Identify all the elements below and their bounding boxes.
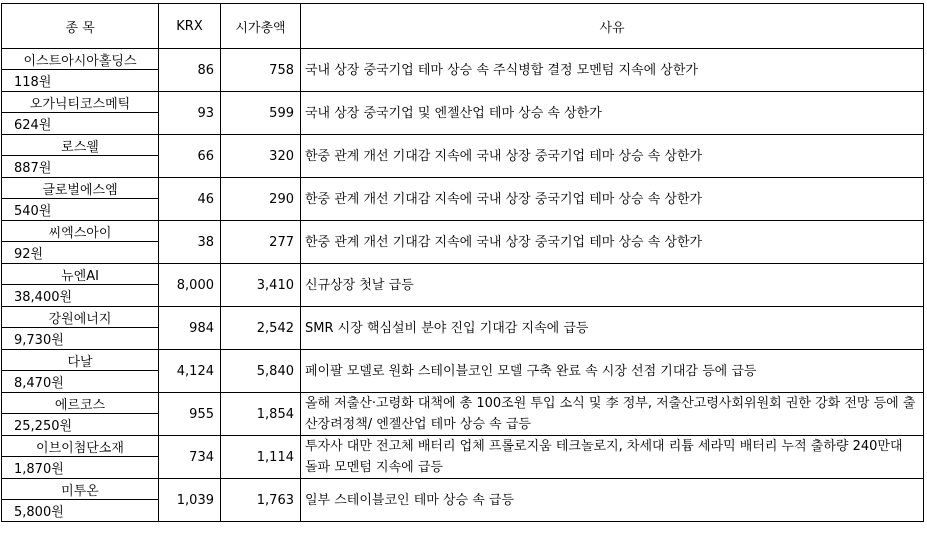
reason-text: 투자사 대만 전고체 배터리 업체 프롤로지움 테크놀로지, 차세대 리튬 세라믹 배터리 누적 출하량 240만대 돌파 모멘텀 지속에 급등 — [301, 436, 924, 479]
stock-name: 글로벌에스엠 — [2, 178, 159, 199]
market-cap-value: 290 — [221, 178, 301, 221]
table-row — [2, 178, 924, 199]
krx-value: 955 — [159, 393, 221, 436]
market-cap-value: 320 — [221, 135, 301, 178]
reason-text: 한중 관계 개선 기대감 지속에 국내 상장 중국기업 테마 상승 속 상한가 — [301, 135, 924, 178]
header-reason: 사유 — [301, 4, 924, 49]
stock-name: 강원에너지 — [2, 307, 159, 328]
stock-price: 5,800원 — [2, 500, 159, 522]
market-cap-value: 758 — [221, 49, 301, 92]
krx-value: 66 — [159, 135, 221, 178]
stock-price: 540원 — [2, 199, 159, 221]
stock-name: 다날 — [2, 350, 159, 371]
stock-name: 이브이첨단소재 — [2, 436, 159, 457]
reason-text: 페이팔 모델로 원화 스테이블코인 모델 구축 완료 속 시장 선점 기대감 등에 급등 — [301, 350, 924, 393]
market-cap-value: 1,854 — [221, 393, 301, 436]
table-row — [2, 479, 924, 500]
table-row — [2, 436, 924, 457]
market-cap-value: 599 — [221, 92, 301, 135]
stock-name: 씨엑스아이 — [2, 221, 159, 242]
stock-price: 38,400원 — [2, 285, 159, 307]
stock-name: 에르코스 — [2, 393, 159, 414]
table-row — [2, 350, 924, 371]
market-cap-value: 5,840 — [221, 350, 301, 393]
stock-price: 8,470원 — [2, 371, 159, 393]
table-row — [2, 49, 924, 70]
stock-name: 미투온 — [2, 479, 159, 500]
stock-price: 25,250원 — [2, 414, 159, 436]
reason-text: 국내 상장 중국기업 및 엔젤산업 테마 상승 속 상한가 — [301, 92, 924, 135]
reason-text: 신규상장 첫날 급등 — [301, 264, 924, 307]
stock-name: 뉴엔AI — [2, 264, 159, 285]
reason-text: 올해 저출산·고령화 대책에 총 100조원 투입 소식 및 李 정부, 저출산고령사회위원회 권한 강화 전망 등에 출산장려정책/ 엔젤산업 테마 상승 속 급등 — [301, 393, 924, 436]
reason-text: 한중 관계 개선 기대감 지속에 국내 상장 중국기업 테마 상승 속 상한가 — [301, 178, 924, 221]
stock-name: 오가닉티코스메틱 — [2, 92, 159, 113]
reason-text: 일부 스테이블코인 테마 상승 속 급등 — [301, 479, 924, 522]
stock-price: 1,870원 — [2, 457, 159, 479]
table-row — [2, 393, 924, 414]
stock-price: 92원 — [2, 242, 159, 264]
krx-value: 984 — [159, 307, 221, 350]
table-row — [2, 264, 924, 285]
header-market-cap: 시가총액 — [221, 4, 301, 49]
header-krx: KRX — [159, 4, 221, 49]
krx-value: 46 — [159, 178, 221, 221]
stock-table — [1, 3, 924, 522]
stock-price: 624원 — [2, 113, 159, 135]
stock-price: 118원 — [2, 70, 159, 92]
market-cap-value: 1,114 — [221, 436, 301, 479]
stock-name: 로스웰 — [2, 135, 159, 156]
table-row — [2, 221, 924, 242]
market-cap-value: 2,542 — [221, 307, 301, 350]
reason-text: SMR 시장 핵심설비 분야 진입 기대감 지속에 급등 — [301, 307, 924, 350]
reason-text: 국내 상장 중국기업 테마 상승 속 주식병합 결정 모멘텀 지속에 상한가 — [301, 49, 924, 92]
table-header-row — [2, 4, 924, 49]
table-row — [2, 135, 924, 156]
stock-price: 887원 — [2, 156, 159, 178]
krx-value: 86 — [159, 49, 221, 92]
krx-value: 93 — [159, 92, 221, 135]
header-name: 종 목 — [2, 4, 159, 49]
krx-value: 1,039 — [159, 479, 221, 522]
table-row — [2, 307, 924, 328]
reason-text: 한중 관계 개선 기대감 지속에 국내 상장 중국기업 테마 상승 속 상한가 — [301, 221, 924, 264]
market-cap-value: 277 — [221, 221, 301, 264]
market-cap-value: 1,763 — [221, 479, 301, 522]
krx-value: 734 — [159, 436, 221, 479]
stock-price: 9,730원 — [2, 328, 159, 350]
market-cap-value: 3,410 — [221, 264, 301, 307]
krx-value: 8,000 — [159, 264, 221, 307]
krx-value: 38 — [159, 221, 221, 264]
stock-name: 이스트아시아홀딩스 — [2, 49, 159, 70]
krx-value: 4,124 — [159, 350, 221, 393]
table-row — [2, 92, 924, 113]
